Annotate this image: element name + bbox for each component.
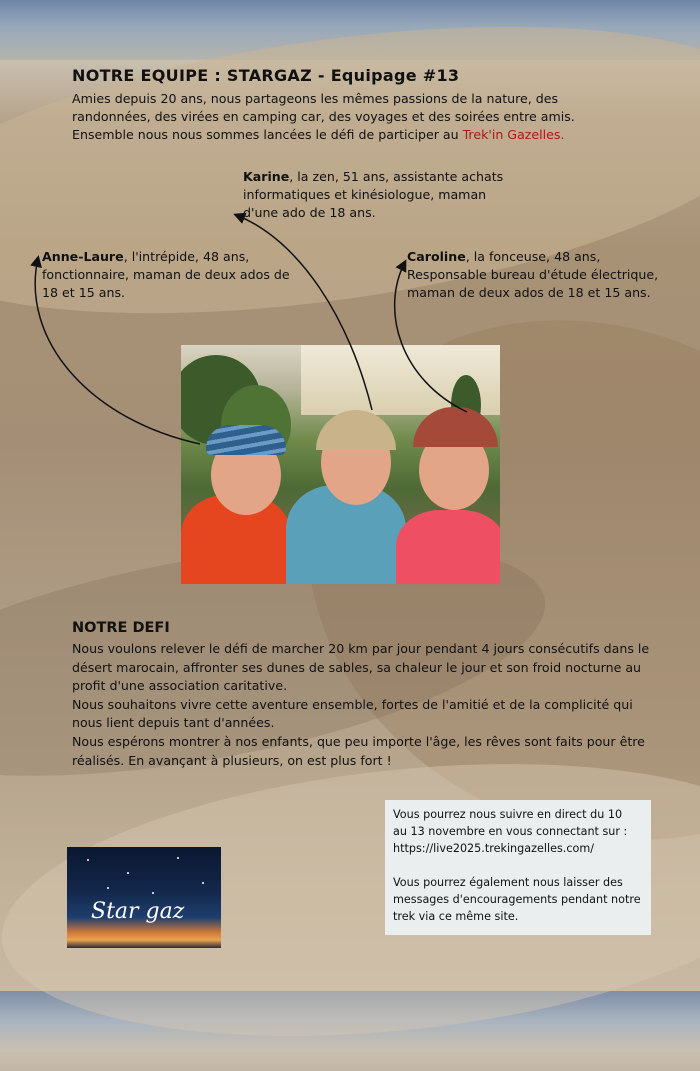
follow-info-box [385, 800, 651, 935]
photo-shirt [396, 510, 500, 584]
info-line: Vous pourrez également nous laisser des [393, 876, 623, 889]
info-line: trek via ce même site. [393, 910, 519, 923]
member-desc: , la fonceuse, 48 ans, [465, 249, 601, 264]
member-desc: 18 et 15 ans. [42, 285, 126, 300]
member-desc: Responsable bureau d'étude électrique, [407, 267, 659, 282]
intro-text [72, 90, 672, 144]
spacer [393, 857, 643, 874]
member-desc: maman de deux ados de 18 et 15 ans. [407, 285, 651, 300]
member-caroline [407, 248, 697, 302]
member-name: Karine [243, 169, 290, 184]
member-anne-laure [42, 248, 312, 302]
stargaz-logo [67, 847, 221, 948]
intro-line: randonnées, des virées en camping car, des voyages et des soirées entre amis. [72, 109, 575, 124]
star-icon [202, 882, 204, 884]
defi-paragraph: Nous voulons relever le défi de marcher 20 km par jour pendant 4 jours consécutifs dans le désert marocain, affronter ses dunes de sables, sa chaleur le jour et son froid nocturne au profit d'une association caritative. [72, 641, 650, 694]
photo-hair [316, 410, 396, 450]
photo-hat [206, 425, 286, 455]
defi-heading: NOTRE DEFI [72, 620, 170, 636]
star-icon [177, 857, 179, 859]
defi-paragraph: Nous espérons montrer à nos enfants, que peu importe l'âge, les rêves sont faits pour être réalisés. En avançant à plusieurs, on est plus fort ! [72, 733, 645, 768]
member-name: Caroline [407, 249, 466, 264]
intro-line: Amies depuis 20 ans, nous partageons les mêmes passions de la nature, des [72, 91, 559, 106]
member-desc: , la zen, 51 ans, assistante achats [289, 169, 504, 184]
star-icon [127, 872, 129, 874]
member-desc: fonctionnaire, maman de deux ados de [42, 267, 290, 282]
trekin-gazelles-link[interactable]: Trek'in Gazelles. [462, 127, 565, 142]
intro-line-text: Ensemble nous nous sommes lancées le défi de participer au [72, 127, 463, 142]
info-line: Vous pourrez nous suivre en direct du 10 [393, 808, 623, 821]
live-url-link[interactable]: https://live2025.trekingazelles.com/ [393, 842, 595, 855]
star-icon [107, 887, 109, 889]
info-line: messages d'encouragements pendant notre [393, 893, 641, 906]
star-icon [87, 859, 89, 861]
defi-paragraph: Nous souhaitons vivre cette aventure ensemble, fortes de l'amitié et de la complicité qui nous lient depuis tant d'années. [72, 696, 633, 731]
logo-text: Star gaz [91, 899, 185, 924]
intro-line [72, 126, 672, 144]
info-line: au 13 novembre en vous connectant sur : [393, 825, 628, 838]
member-name: Anne-Laure [42, 249, 124, 264]
member-desc: d'une ado de 18 ans. [243, 205, 376, 220]
page-title: NOTRE EQUIPE : STARGAZ - Equipage #13 [72, 66, 460, 85]
member-desc: informatiques et kinésiologue, maman [243, 187, 487, 202]
defi-text [72, 640, 662, 770]
star-icon [152, 892, 154, 894]
member-desc: , l'intrépide, 48 ans, [123, 249, 250, 264]
team-photo [181, 345, 500, 584]
member-karine [243, 168, 533, 222]
